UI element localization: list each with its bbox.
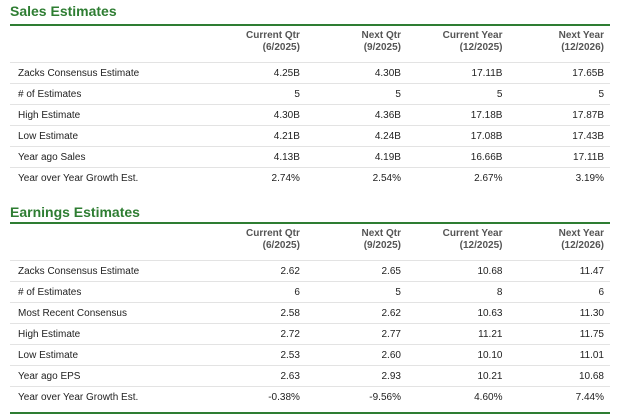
sales-row-value: 2.67% [407, 168, 509, 189]
earnings-row-label: Most Recent Consensus [10, 303, 205, 324]
earnings-header-next-qtr: Next Qtr (9/2025) [361, 228, 401, 251]
sales-estimates-title: Sales Estimates [10, 3, 117, 19]
sales-header-label-col [10, 30, 205, 63]
sales-row-value: 17.87B [508, 105, 610, 126]
sales-estimates-section [10, 24, 610, 184]
sales-table-row [10, 147, 610, 168]
earnings-row-value: -9.56% [306, 387, 407, 408]
earnings-row-value: 2.58 [205, 303, 306, 324]
earnings-row-value: 2.72 [205, 324, 306, 345]
earnings-row-label: High Estimate [10, 324, 205, 345]
sales-header-row [10, 30, 610, 63]
earnings-row-value: 2.65 [306, 261, 407, 282]
sales-row-value: 17.11B [407, 63, 509, 84]
sales-row-value: 4.25B [205, 63, 306, 84]
earnings-row-value: 2.53 [205, 345, 306, 366]
earnings-row-value: 2.62 [205, 261, 306, 282]
earnings-row-value: 2.93 [306, 366, 407, 387]
earnings-row-value: 2.60 [306, 345, 407, 366]
earnings-row-label: Low Estimate [10, 345, 205, 366]
earnings-estimates-title: Earnings Estimates [10, 204, 140, 220]
earnings-header-next-year: Next Year (12/2026) [558, 228, 604, 251]
sales-row-value: 4.21B [205, 126, 306, 147]
sales-row-value: 4.30B [306, 63, 407, 84]
earnings-table-row [10, 366, 610, 387]
earnings-table-body [10, 261, 610, 408]
sales-table-row [10, 105, 610, 126]
sales-row-value: 4.30B [205, 105, 306, 126]
sales-title-divider [10, 24, 610, 26]
earnings-table-row [10, 345, 610, 366]
earnings-table-row [10, 282, 610, 303]
earnings-row-label: Year over Year Growth Est. [10, 387, 205, 408]
sales-row-label: Year over Year Growth Est. [10, 168, 205, 189]
sales-header-next-year: Next Year (12/2026) [558, 30, 604, 53]
earnings-header-current-qtr: Current Qtr (6/2025) [246, 228, 300, 251]
earnings-row-value: 6 [205, 282, 306, 303]
sales-row-value: 17.18B [407, 105, 509, 126]
sales-table-row [10, 168, 610, 189]
sales-table-row [10, 63, 610, 84]
earnings-row-value: 10.21 [407, 366, 509, 387]
earnings-header-row [10, 228, 610, 261]
earnings-row-value: 10.68 [407, 261, 509, 282]
sales-header-current-year: Current Year (12/2025) [442, 30, 503, 53]
earnings-estimates-section [10, 222, 610, 418]
earnings-row-value: 10.63 [407, 303, 509, 324]
earnings-row-value: 2.63 [205, 366, 306, 387]
earnings-header-current-year: Current Year (12/2025) [442, 228, 503, 251]
sales-table-body [10, 63, 610, 189]
sales-row-value: 4.24B [306, 126, 407, 147]
earnings-table-row [10, 324, 610, 345]
earnings-row-value: 2.77 [306, 324, 407, 345]
earnings-row-value: 4.60% [407, 387, 509, 408]
sales-row-value: 2.74% [205, 168, 306, 189]
sales-row-value: 4.13B [205, 147, 306, 168]
earnings-table-row [10, 387, 610, 408]
sales-row-label: High Estimate [10, 105, 205, 126]
sales-row-value: 17.43B [508, 126, 610, 147]
sales-row-label: Low Estimate [10, 126, 205, 147]
earnings-row-value: 11.30 [508, 303, 610, 324]
sales-row-value: 2.54% [306, 168, 407, 189]
sales-row-value: 17.08B [407, 126, 509, 147]
sales-table-row [10, 126, 610, 147]
sales-row-label: Year ago Sales [10, 147, 205, 168]
sales-row-value: 4.36B [306, 105, 407, 126]
sales-row-value: 5 [205, 84, 306, 105]
sales-row-value: 17.11B [508, 147, 610, 168]
earnings-row-value: 10.10 [407, 345, 509, 366]
earnings-row-value: 11.21 [407, 324, 509, 345]
earnings-bottom-divider [10, 412, 610, 414]
earnings-row-value: 5 [306, 282, 407, 303]
earnings-header-label-col [10, 228, 205, 261]
sales-row-label: # of Estimates [10, 84, 205, 105]
sales-header-next-qtr: Next Qtr (9/2025) [361, 30, 401, 53]
sales-row-value: 16.66B [407, 147, 509, 168]
sales-row-label: Zacks Consensus Estimate [10, 63, 205, 84]
earnings-row-value: 6 [508, 282, 610, 303]
sales-row-value: 4.19B [306, 147, 407, 168]
earnings-row-value: 11.75 [508, 324, 610, 345]
sales-estimates-table [10, 30, 610, 188]
earnings-row-value: 8 [407, 282, 509, 303]
sales-row-value: 5 [407, 84, 509, 105]
earnings-row-value: 7.44% [508, 387, 610, 408]
sales-row-value: 5 [306, 84, 407, 105]
earnings-row-value: 2.62 [306, 303, 407, 324]
sales-table-row [10, 84, 610, 105]
earnings-row-value: -0.38% [205, 387, 306, 408]
earnings-table-row [10, 303, 610, 324]
earnings-row-value: 10.68 [508, 366, 610, 387]
earnings-table-row [10, 261, 610, 282]
earnings-estimates-table [10, 228, 610, 407]
sales-row-value: 5 [508, 84, 610, 105]
sales-row-value: 17.65B [508, 63, 610, 84]
earnings-title-divider [10, 222, 610, 224]
earnings-row-label: Zacks Consensus Estimate [10, 261, 205, 282]
earnings-row-label: Year ago EPS [10, 366, 205, 387]
earnings-row-value: 11.01 [508, 345, 610, 366]
sales-row-value: 3.19% [508, 168, 610, 189]
earnings-row-value: 11.47 [508, 261, 610, 282]
sales-header-current-qtr: Current Qtr (6/2025) [246, 30, 300, 53]
earnings-row-label: # of Estimates [10, 282, 205, 303]
